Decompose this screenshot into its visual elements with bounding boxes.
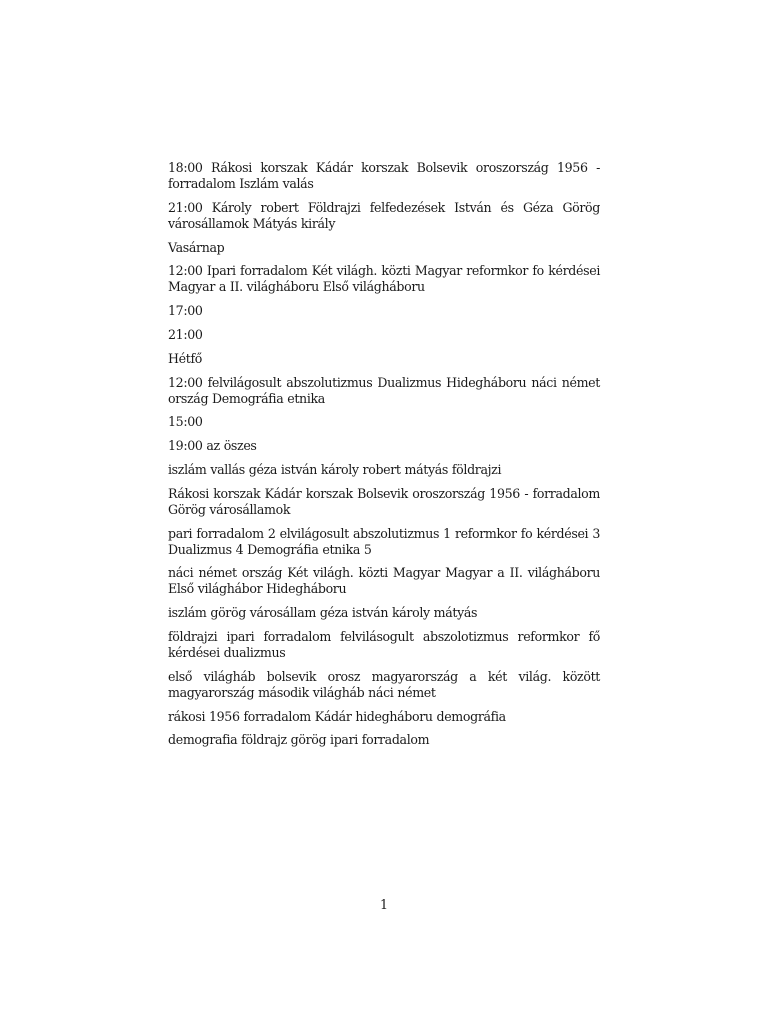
paragraph: náci német ország Két világh. közti Magyar Magyar a II. világháboru Első világhábor Hidegháboru	[168, 565, 600, 597]
paragraph: 19:00 az öszes	[168, 438, 257, 454]
paragraph: 17:00	[168, 303, 203, 319]
paragraph: 12:00 felvilágosult abszolutizmus Dualizmus Hidegháboru náci német ország Demográfia etnika	[168, 374, 600, 406]
paragraph: rákosi 1956 forradalom Kádár hidegháboru demográfia	[168, 708, 506, 724]
paragraph: iszlám görög városállam géza istván károly mátyás	[168, 605, 478, 621]
paragraph: 21:00 Károly robert Földrajzi felfedezések István és Géza Görög városállamok Mátyás király	[168, 199, 600, 231]
paragraph: első világháb bolsevik orosz magyarország a két világ. között magyarország második világháb náci német	[168, 668, 600, 700]
paragraph: Vasárnap	[168, 239, 225, 255]
paragraph: pari forradalom 2 elvilágosult abszolutizmus 1 reformkor fo kérdései 3 Dualizmus 4 Demográfia etnika 5	[168, 525, 600, 557]
paragraph: földrajzi ipari forradalom felvilásogult abszolotizmus reformkor fő kérdései dualizmus	[168, 628, 600, 660]
paragraph: 18:00 Rákosi korszak Kádár korszak Bolsevik oroszország 1956 - forradalom Iszlám valás	[168, 160, 600, 191]
paragraph: 12:00 Ipari forradalom Két világh. közti Magyar reformkor fo kérdései Magyar a II. világháboru Első világháboru	[168, 263, 600, 295]
paragraph: 15:00	[168, 414, 203, 430]
paragraph: Rákosi korszak Kádár korszak Bolsevik oroszország 1956 - forradalom Görög városállamok	[168, 485, 600, 517]
paragraph: demografia földrajz görög ipari forradalom	[168, 732, 430, 748]
paragraph: Hétfő	[168, 350, 202, 366]
paragraph: 21:00	[168, 326, 203, 342]
document-body	[168, 160, 600, 756]
paragraph: iszlám vallás géza istván károly robert mátyás földrajzi	[168, 461, 502, 477]
page-number: 1	[379, 897, 388, 912]
